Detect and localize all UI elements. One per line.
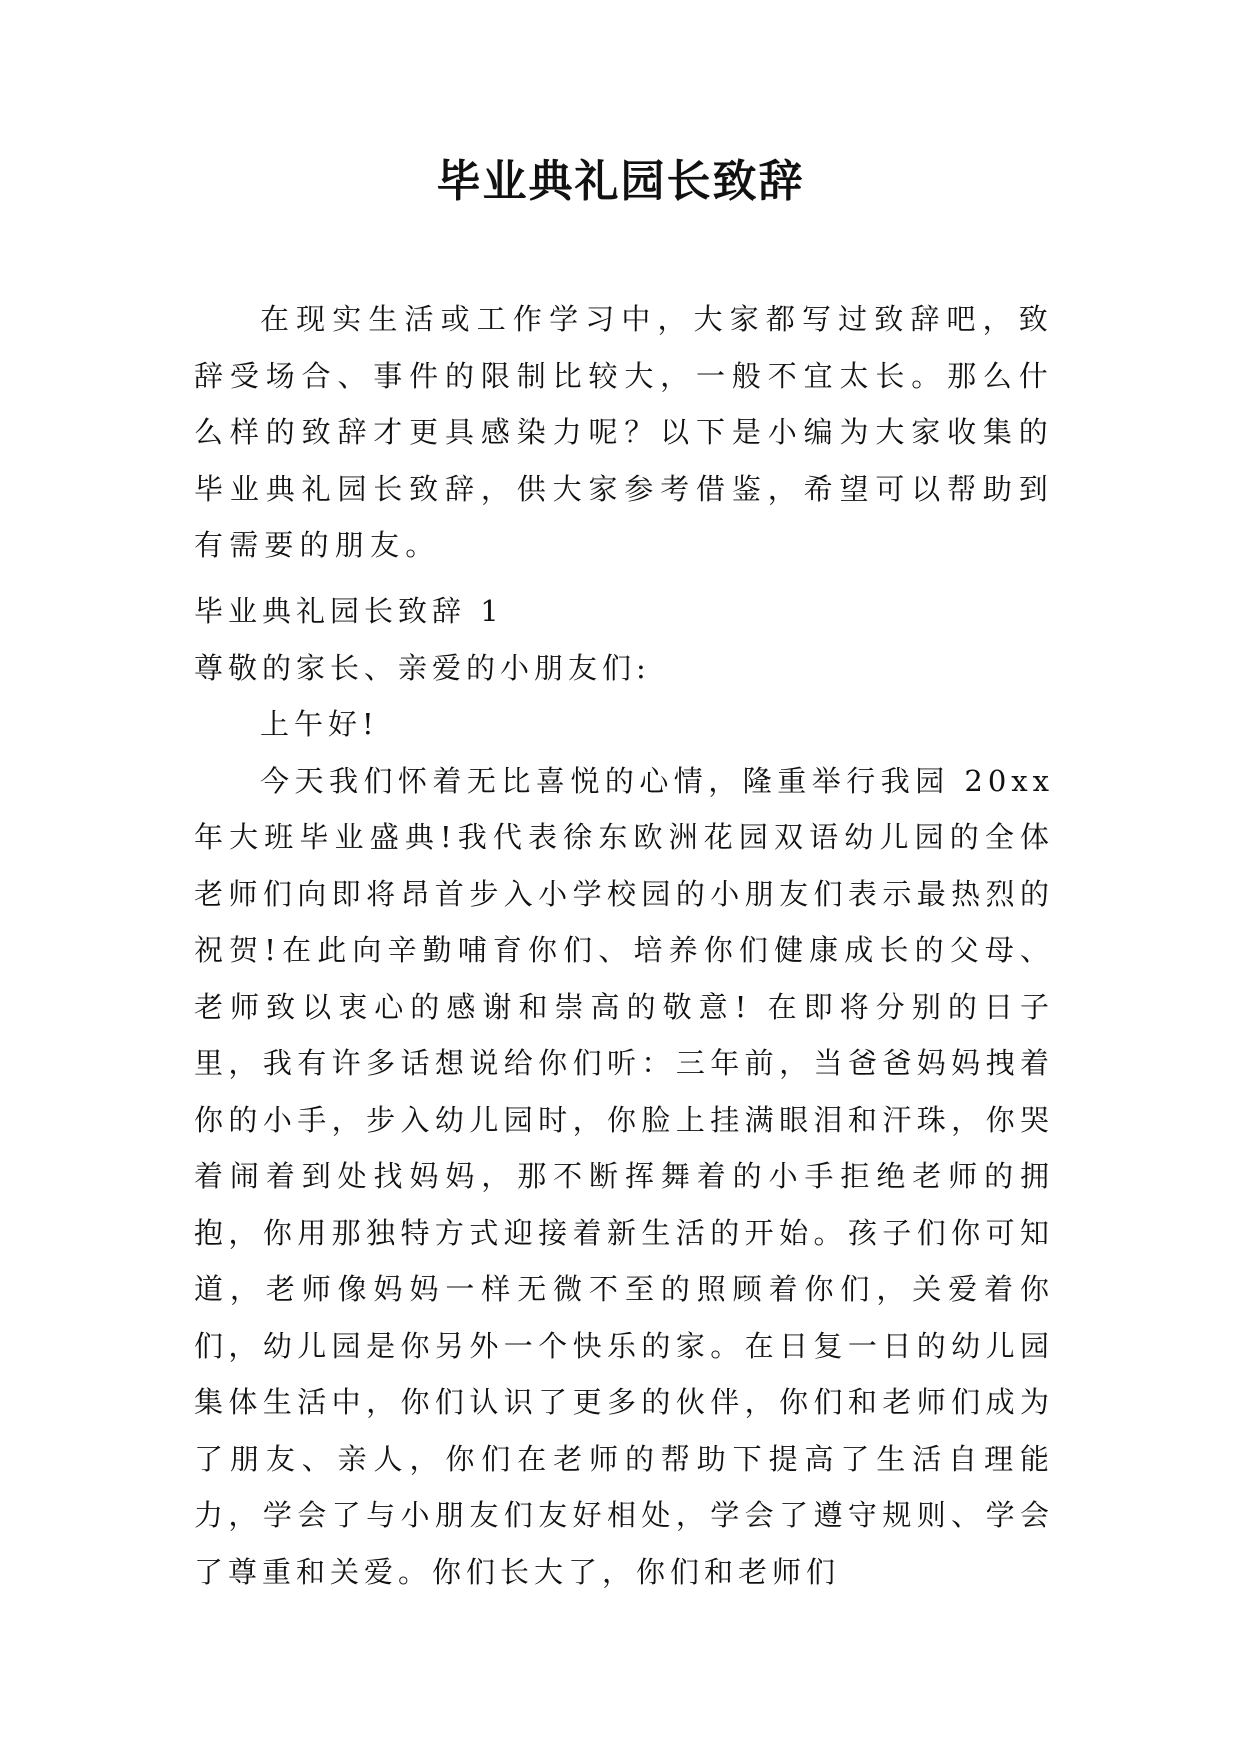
document-title: 毕业典礼园长致辞 xyxy=(436,156,805,207)
greeting: 上午好! xyxy=(260,707,379,741)
speech-section xyxy=(194,583,1054,1600)
intro-paragraph: 在现实生活或工作学习中，大家都写过致辞吧，致辞受场合、事件的限制比较大，一般不宜太长。那么什么样的致辞才更具感染力呢？以下是小编为大家收集的毕业典礼园长致辞，供大家参考借鉴，希望可以帮助到有需要的朋友。 xyxy=(194,302,1054,562)
section-heading: 毕业典礼园长致辞 1 xyxy=(194,594,504,628)
speech-paragraph: 今天我们怀着无比喜悦的心情，隆重举行我园 20xx 年大班毕业盛典!我代表徐东欧洲花园双语幼儿园的全体老师们向即将昂首步入小学校园的小朋友们表示最热烈的祝贺!在此向辛勤哺育你们、培养你们健康成长的父母、老师致以衷心的感谢和崇高的敬意! 在即将分别的日子里，我有许多话想说给你们听：三年前，当爸爸妈妈拽着你的小手，步入幼儿园时，你脸上挂满眼泪和汗珠，你哭着闹着到处找妈妈，那不断挥舞着的小手拒绝老师的拥抱，你用那独特方式迎接着新生活的开始。孩子们你可知道，老师像妈妈一样无微不至的照顾着你们，关爱着你们，幼儿园是你另外一个快乐的家。在日复一日的幼儿园集体生活中，你们认识了更多的伙伴，你们和老师们成为了朋友、亲人，你们在老师的帮助下提高了生活自理能力，学会了与小朋友们友好相处，学会了遵守规则、学会了尊重和关爱。你们长大了，你们和老师们 xyxy=(194,763,1054,1589)
salutation: 尊敬的家长、亲爱的小朋友们: xyxy=(194,650,651,685)
